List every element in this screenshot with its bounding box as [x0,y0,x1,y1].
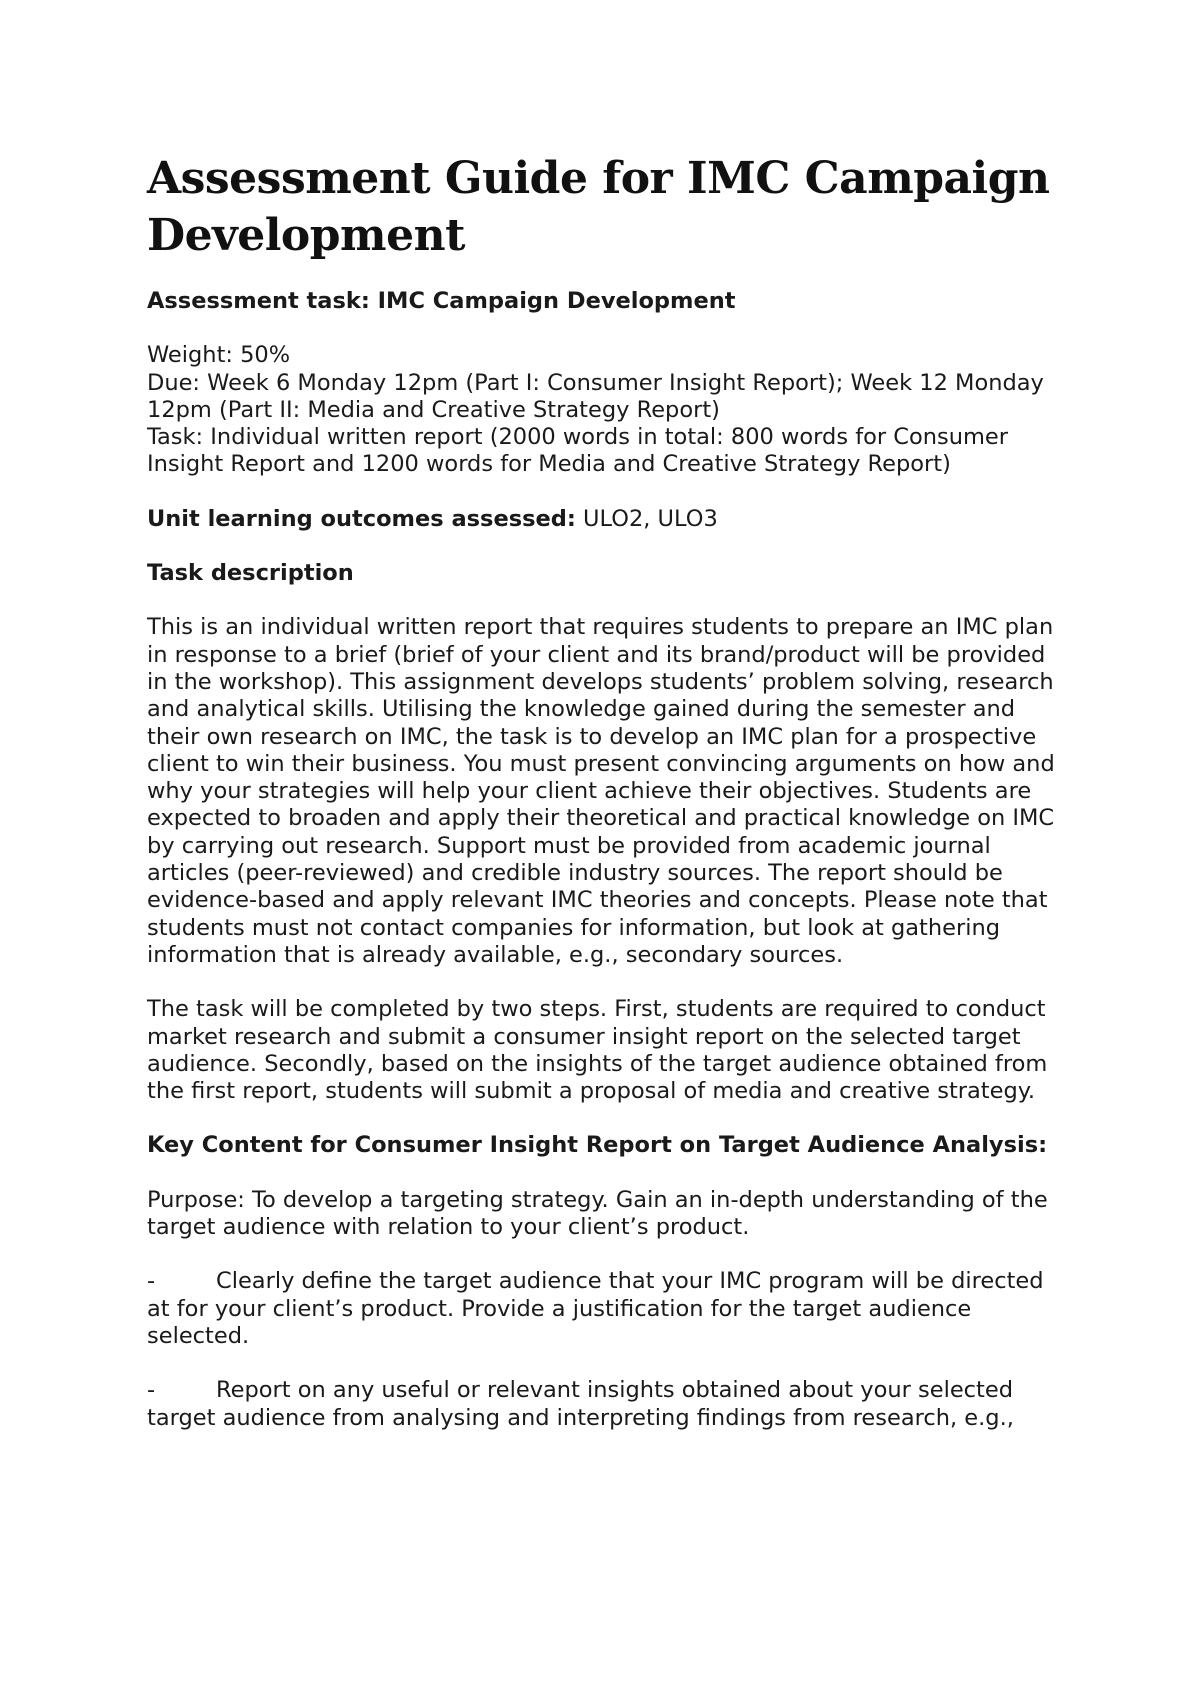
list-item-text: Report on any useful or relevant insights obtained about your selected target audience from analysing and interpreting findings from research, e.g., [147,1377,1014,1431]
description-paragraph-1: This is an individual written report that requires students to prepare an IMC plan in response to a brief (brief of your client and its brand/product will be provided in the workshop). This assignment develops students’ problem solving, research and analytical skills. Utilising the knowledge gained during the semester and their own research on IMC, the task is to develop an IMC plan for a prospective client to win their business. You must present convincing arguments on how and why your strategies will help your client achieve their objectives. Students are expected to broaden and apply their theoretical and practical knowledge on IMC by carrying out research. Support must be provided from academic journal articles (peer-reviewed) and credible industry sources. The report should be evidence-based and apply relevant IMC theories and concepts. Please note that students must not contact companies for information, but look at gathering information that is already available, e.g., secondary sources. [147,614,1055,968]
purpose-paragraph: Purpose: To develop a targeting strategy. Gain an in-depth understanding of the target audience with relation to your client’s product. [147,1186,1048,1241]
ulo-line [147,506,1067,533]
due-line: Due: Week 6 Monday 12pm (Part I: Consumer Insight Report); Week 12 Monday 12pm (Part II: Media and Creative Strategy Report) [147,369,1044,423]
task-description-heading: Task description [147,560,354,587]
ulo-label: Unit learning outcomes assessed: [147,505,576,532]
key-content-heading: Key Content for Consumer Insight Report on Target Audience Analysis: [147,1132,1048,1159]
list-marker: - [147,1268,156,1295]
list-item [147,1377,1067,1432]
ulo-value: ULO2, ULO3 [575,505,718,532]
assessment-details [147,342,1067,478]
list-item [147,1268,1067,1350]
list-item-text: Clearly define the target audience that your IMC program will be directed at for your client’s product. Provide a justification for the target audience selected. [147,1268,1044,1349]
document-title: Assessment Guide for IMC Campaign Development [147,153,1050,261]
task-line: Task: Individual written report (2000 words in total: 800 words for Consumer Insight Report and 1200 words for Media and Creative Strategy Report) [147,424,1009,478]
weight-line: Weight: 50% [147,342,291,369]
document-content [147,150,1067,1459]
assessment-task-heading: Assessment task: IMC Campaign Development [147,288,736,314]
list-marker: - [147,1377,156,1404]
description-paragraph-2: The task will be completed by two steps. First, students are required to conduct market research and submit a consumer insight report on the selected target audience. Secondly, based on the insights of the target audience obtained from the first report, students will submit a proposal of media and creative strategy. [147,996,1048,1105]
